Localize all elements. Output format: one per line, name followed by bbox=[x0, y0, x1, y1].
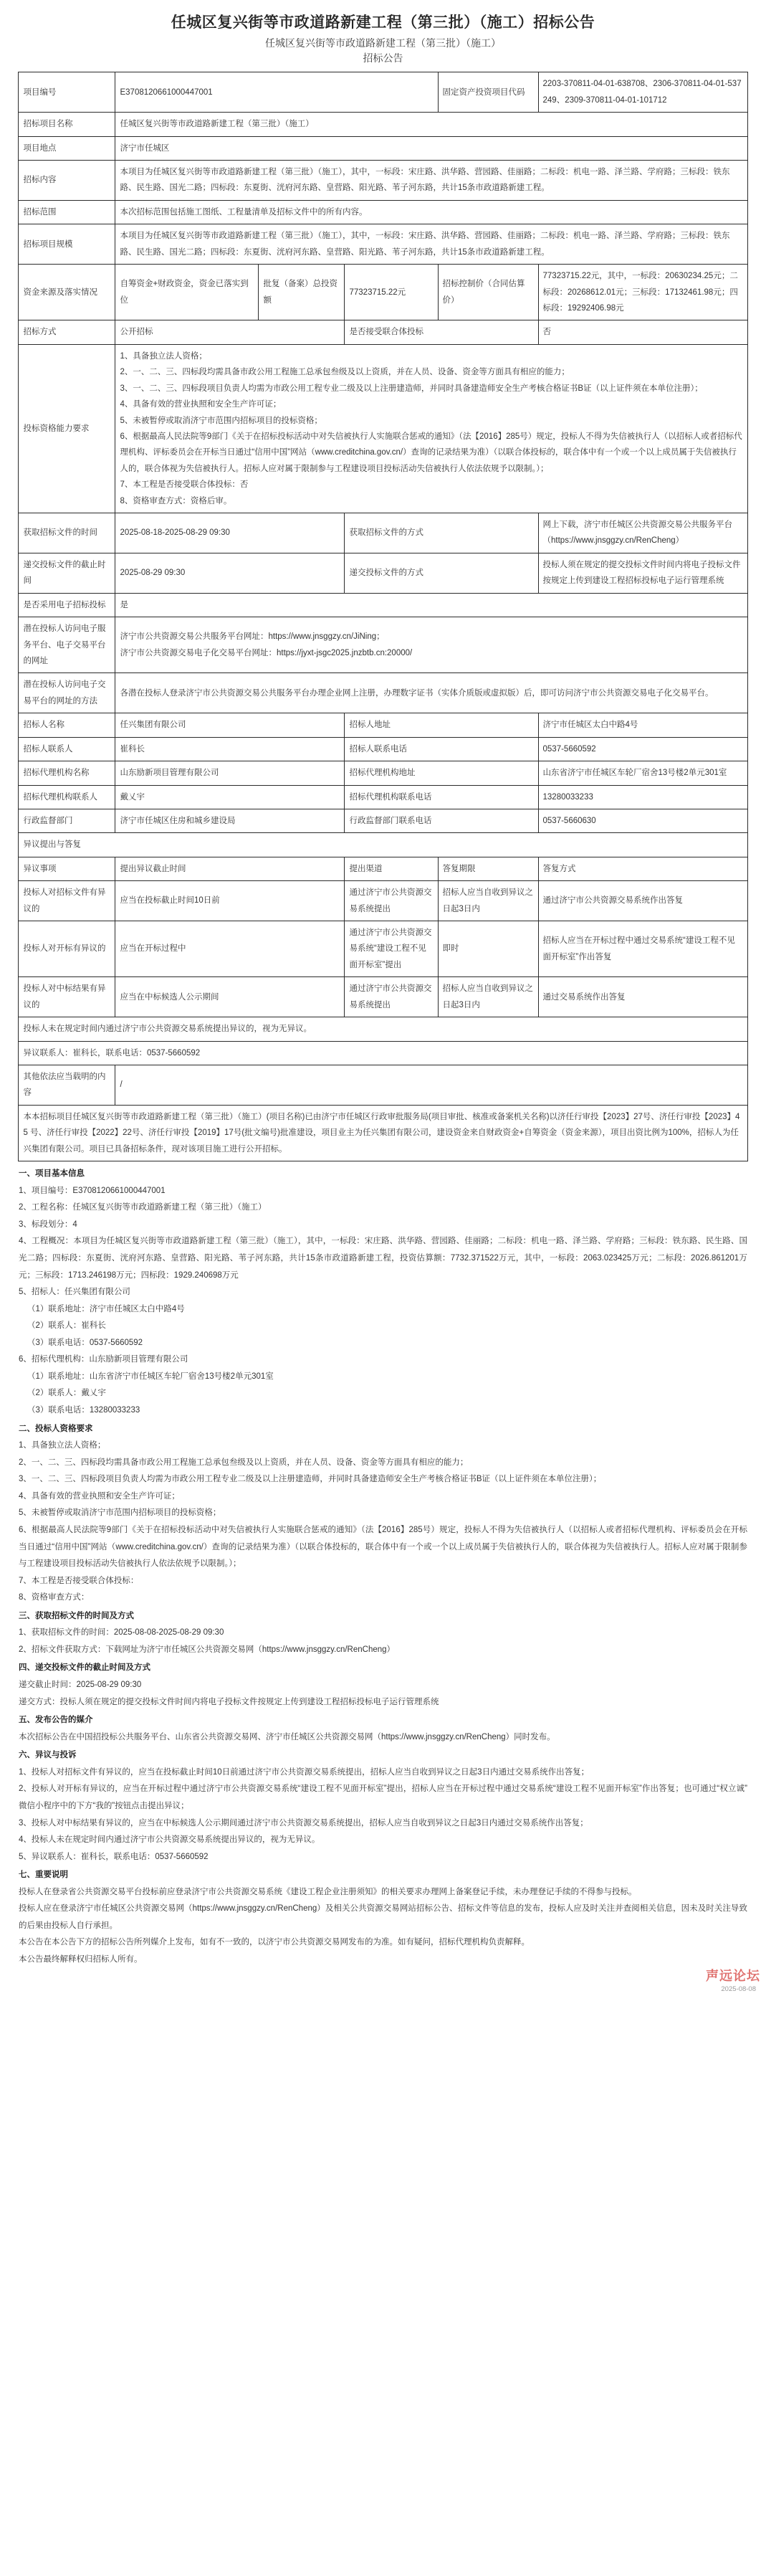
objection-reply-term: 即时 bbox=[438, 921, 538, 977]
table-row bbox=[19, 1105, 747, 1161]
approved-value: 77323715.22元 bbox=[345, 265, 438, 320]
objection-deadline: 应当在开标过程中 bbox=[115, 921, 345, 977]
agency-addr-value: 山东省济宁市任城区车轮厂宿舍13号楼2单元301室 bbox=[538, 761, 747, 785]
section-1-item: 1、项目编号：E3708120661000447001 bbox=[19, 1186, 166, 1195]
supervisor-phone-value: 0537-5660630 bbox=[538, 809, 747, 832]
agency-phone-value: 13280033233 bbox=[538, 785, 747, 809]
section-7-item: 本公告最终解释权归招标人所有。 bbox=[19, 1955, 143, 1964]
objection-col-reply-term: 答复期限 bbox=[438, 857, 538, 880]
content-value: 本项目为任城区复兴街等市政道路新建工程（第三批）（施工），其中，一标段：宋庄路、洪华路、营园路、佳丽路；二标段：机电一路、泽兰路、学府路；三标段：铁东路、民生路、国光二路；四标段：东夏街、洸府河东路、皇营路、阳光路、苇子河东路，共计15条市政道路新建工程。 bbox=[115, 161, 747, 201]
tenderer-addr-value: 济宁市任城区太白中路4号 bbox=[538, 713, 747, 737]
section-7-heading: 七、重要说明 bbox=[19, 1871, 68, 1880]
section-1-subitem: （2）联系人：崔科长 bbox=[27, 1321, 106, 1331]
qualification-item: 5、未被暂停或取消济宁市范围内招标项目的投标资格； bbox=[120, 416, 322, 425]
platform-url-values bbox=[115, 617, 747, 673]
table-row bbox=[19, 72, 747, 113]
objection-note: 投标人未在规定时间内通过济宁市公共资源交易系统提出异议的，视为无异议。 bbox=[19, 1017, 747, 1041]
other-label: 其他依法应当载明的内容 bbox=[19, 1065, 115, 1106]
section-5-item: 本次招标公告在中国招投标公共服务平台、山东省公共资源交易网、济宁市任城区公共资源交易网（https://www.jnsggzy.cn/RenCheng）同时发布。 bbox=[19, 1732, 555, 1741]
watermark-text: 声远论坛 bbox=[706, 1968, 760, 1983]
tenderer-name-value: 任兴集团有限公司 bbox=[115, 713, 345, 737]
content-label: 招标内容 bbox=[19, 161, 115, 201]
submit-way-value: 投标人须在规定的提交投标文件时间内将电子投标文件按规定上传到建设工程招标投标电子运行管理系统 bbox=[538, 553, 747, 593]
qualification-label: 投标资格能力要求 bbox=[19, 344, 115, 513]
section-2-heading: 二、投标人资格要求 bbox=[19, 1424, 93, 1433]
section-5-heading: 五、发布公告的媒介 bbox=[19, 1716, 93, 1725]
tenderer-name-label: 招标人名称 bbox=[19, 713, 115, 737]
agency-contact-value: 戴乂宇 bbox=[115, 785, 345, 809]
funding-value: 自筹资金+财政资金，资金已落实到位 bbox=[115, 265, 259, 320]
supervisor-label: 行政监督部门 bbox=[19, 809, 115, 832]
objection-reply-way: 通过济宁市公共资源交易系统作出答复 bbox=[538, 881, 747, 921]
table-row bbox=[19, 1041, 747, 1065]
objection-item: 投标人对开标有异议的 bbox=[19, 921, 115, 977]
agency-phone-label: 招标代理机构联系电话 bbox=[345, 785, 538, 809]
qualification-item: 7、本工程是否接受联合体投标：否 bbox=[120, 480, 249, 490]
platform-method-value: 各潜在投标人登录济宁市公共资源交易公共服务平台办理企业网上注册，办理数字证书（实体介质版或虚拟版）后，即可访问济宁市公共资源交易电子化交易平台。 bbox=[115, 673, 747, 713]
submit-way-label: 递交投标文件的方式 bbox=[345, 553, 538, 593]
project-name-value: 任城区复兴街等市政道路新建工程（第三批）（施工） bbox=[115, 113, 747, 136]
objection-item: 投标人对中标结果有异议的 bbox=[19, 977, 115, 1017]
site-watermark bbox=[706, 1966, 760, 1985]
qualification-item: 4、具备有效的营业执照和安全生产许可证； bbox=[120, 400, 282, 409]
table-row bbox=[19, 1017, 747, 1041]
scale-label: 招标项目规模 bbox=[19, 224, 115, 265]
announcement-body bbox=[19, 1161, 747, 1968]
table-row bbox=[19, 136, 747, 160]
table-row bbox=[19, 1065, 747, 1106]
scope-value: 本次招标范围包括施工图纸、工程量清单及招标文件中的所有内容。 bbox=[115, 200, 747, 224]
project-site-value: 济宁市任城区 bbox=[115, 136, 747, 160]
scale-value: 本项目为任城区复兴街等市政道路新建工程（第三批）（施工），其中，一标段：宋庄路、洪华路、营园路、佳丽路；二标段：机电一路、泽兰路、学府路；三标段：铁东路、民生路、国光二路；四标段：东夏街、洸府河东路、皇营路、阳光路、苇子河东路，共计15条市政道路新建工程。 bbox=[115, 224, 747, 265]
table-row bbox=[19, 713, 747, 737]
tenderer-addr-label: 招标人地址 bbox=[345, 713, 538, 737]
objection-reply-way: 通过交易系统作出答复 bbox=[538, 977, 747, 1017]
platform-url-etrade: 济宁市公共资源交易电子化交易平台网址：https://jyxt-jsgc2025.jnzbtb.cn:20000/ bbox=[120, 648, 413, 657]
get-doc-time-value: 2025-08-18-2025-08-29 09:30 bbox=[115, 513, 345, 553]
section-4-item: 递交截止时间：2025-08-29 09:30 bbox=[19, 1681, 142, 1689]
agency-contact-label: 招标代理机构联系人 bbox=[19, 785, 115, 809]
control-price-value: 77323715.22元，其中，一标段：20630234.25元；二标段：20268612.01元；三标段：17132461.98元；四标段：19292406.98元 bbox=[538, 265, 747, 320]
table-row bbox=[19, 200, 747, 224]
approved-label: 批复（备案）总投资额 bbox=[259, 265, 345, 320]
page-subtitle-secondary: 招标公告 bbox=[363, 52, 403, 65]
section-2-item: 2、一、二、三、四标段均需具备市政公用工程施工总承包叁级及以上资质，并在人员、设备、资金等方面具有相应的能力； bbox=[19, 1458, 469, 1467]
qualification-item: 3、一、二、三、四标段项目负责人均需为市政公用工程专业二级及以上注册建造师，并同时具备建造师安全生产考核合格证书B证（以上证件须在本单位注册）； bbox=[120, 384, 703, 393]
table-row bbox=[19, 265, 747, 320]
section-6-item: 5、异议联系人：崔科长，联系电话：0537-5660592 bbox=[19, 1852, 209, 1861]
section-7-item: 本公告在本公告下方的招标公告所列媒介上发布，如有不一致的，以济宁市公共资源交易网发布的为准。如有疑问，招标代理机构负责解释。 bbox=[19, 1938, 530, 1947]
etender-label: 是否采用电子招标投标 bbox=[19, 593, 115, 617]
objection-contact: 异议联系人：崔科长，联系电话：0537-5660592 bbox=[19, 1041, 747, 1065]
table-row bbox=[19, 881, 747, 921]
objection-section-row bbox=[19, 833, 747, 857]
section-1-heading: 一、项目基本信息 bbox=[19, 1169, 85, 1179]
objection-channel: 通过济宁市公共资源交易系统“建设工程不见面开标室”提出 bbox=[345, 921, 438, 977]
section-1-item: 5、招标人：任兴集团有限公司 bbox=[19, 1288, 130, 1297]
method-value: 公开招标 bbox=[115, 320, 345, 344]
qualification-item: 1、具备独立法人资格； bbox=[120, 351, 207, 361]
table-row bbox=[19, 553, 747, 593]
objection-col-channel: 提出渠道 bbox=[345, 857, 438, 880]
agency-name-value: 山东励新项目管理有限公司 bbox=[115, 761, 345, 785]
section-2-item: 8、资格审查方式： bbox=[19, 1593, 90, 1602]
objection-col-reply-way: 答复方式 bbox=[538, 857, 747, 880]
section-6-item: 4、投标人未在规定时间内通过济宁市公共资源交易系统提出异议的，视为无异议。 bbox=[19, 1835, 320, 1845]
section-2-item: 1、具备独立法人资格； bbox=[19, 1441, 106, 1450]
qualification-item: 6、根据最高人民法院等9部门《关于在招标投标活动中对失信被执行人实施联合惩戒的通知》（法【2016】285号）规定，投标人不得为失信被执行人（以招标人或者招标代理机构、评标委员会在开标当日通过“信用中国”网站（www.creditchina.gov.cn/）查询的记录结果为准）（以联合体投标的，联合体中有一个或一个以上成员属于失信被执行人的，联合体视为失信被执行人。招标人应对属于限制参与工程建设项目投标活动失信被执行人依法依规予以限制。）； bbox=[120, 432, 742, 473]
project-no-value: E3708120661000447001 bbox=[115, 72, 438, 113]
consortium-label: 是否接受联合体投标 bbox=[345, 320, 538, 344]
etender-value: 是 bbox=[115, 593, 747, 617]
page-title: 任城区复兴街等市政道路新建工程（第三批）（施工）招标公告 bbox=[171, 14, 595, 31]
section-3-heading: 三、获取招标文件的时间及方式 bbox=[19, 1611, 134, 1620]
get-doc-time-label: 获取招标文件的时间 bbox=[19, 513, 115, 553]
section-1-item: 2、工程名称：任城区复兴街等市政道路新建工程（第三批）（施工） bbox=[19, 1203, 267, 1212]
table-row bbox=[19, 224, 747, 265]
section-1-item: 6、招标代理机构：山东励新项目管理有限公司 bbox=[19, 1355, 188, 1364]
section-1-subitem: （1）联系地址：济宁市任城区太白中路4号 bbox=[27, 1304, 185, 1313]
table-row bbox=[19, 617, 747, 673]
table-row bbox=[19, 737, 747, 761]
section-1-item: 3、标段划分：4 bbox=[19, 1220, 77, 1229]
section-6-item: 1、投标人对招标文件有异议的，应当在投标截止时间10日前通过济宁市公共资源交易系统提出，招标人应当自收到异议之日起3日内通过交易系统作出答复； bbox=[19, 1767, 590, 1777]
qualification-list bbox=[115, 344, 747, 513]
section-2-item: 6、根据最高人民法院等9部门《关于在招标投标活动中对失信被执行人实施联合惩戒的通知》（法【2016】285号）规定，投标人不得为失信被执行人（以招标人或者招标代理机构、评标委员会在开标当日通过“信用中国”网站（www.creditchina.gov.cn/）查询的记录结果为准）（以联合体投标的，联合体中有一个或一个以上成员属于失信被执行人的，联合体视为失信被执行人。招标人应对属于限制参与工程建设项目投标活动失信被执行人依法依规予以限制。）； bbox=[19, 1525, 747, 1569]
section-1-subitem: （2）联系人：戴乂宇 bbox=[27, 1389, 106, 1398]
tenderer-phone-label: 招标人联系电话 bbox=[345, 737, 538, 761]
table-row bbox=[19, 761, 747, 785]
table-row bbox=[19, 785, 747, 809]
objection-reply-term: 招标人应当自收到异议之日起3日内 bbox=[438, 977, 538, 1017]
objection-col-item: 异议事项 bbox=[19, 857, 115, 880]
scope-label: 招标范围 bbox=[19, 200, 115, 224]
section-6-item: 3、投标人对中标结果有异议的，应当在中标候选人公示期间通过济宁市公共资源交易系统提出，招标人应当自收到异议之日起3日内通过交易系统作出答复； bbox=[19, 1818, 588, 1828]
section-1-item: 4、工程概况：本项目为任城区复兴街等市政道路新建工程（第三批）（施工），其中，一标段：宋庄路、洪华路、营园路、佳丽路；二标段：机电一路、泽兰路、学府路；三标段：铁东路、民生路、国光二路；四标段：东夏街、洸府河东路、皇营路、阳光路、苇子河东路，共计15条市政道路新建工程，投资估算额：7732.371522万元，其中，一标段：2063.023425万元；二标段：2026.861201万元；三标段：1713.246198万元；四标段：1929.240698万元 bbox=[19, 1237, 747, 1280]
section-7-item: 投标人在登录省公共资源交易平台投标前应登录济宁市公共资源交易系统《建设工程企业注册须知》的相关要求办理网上备案登记手续，未办理登记手续的不得参与投标。 bbox=[19, 1887, 637, 1896]
objection-reply-way: 招标人应当在开标过程中通过交易系统“建设工程不见面开标室”作出答复 bbox=[538, 921, 747, 977]
qualification-item: 8、资格审查方式：资格后审。 bbox=[120, 496, 232, 505]
section-2-item: 3、一、二、三、四标段项目负责人均需为市政公用工程专业二级及以上注册建造师，并同时具备建造师安全生产考核合格证书B证（以上证件须在本单位注册）； bbox=[19, 1475, 602, 1484]
platform-method-label: 潜在投标人访问电子交易平台的网址的方法 bbox=[19, 673, 115, 713]
table-row bbox=[19, 161, 747, 201]
agency-addr-label: 招标代理机构地址 bbox=[345, 761, 538, 785]
section-2-item: 5、未被暂停或取消济宁市范围内招标项目的投标资格； bbox=[19, 1508, 221, 1518]
table-row bbox=[19, 113, 747, 136]
section-4-item: 递交方式：投标人须在规定的提交投标文件时间内将电子投标文件按规定上传到建设工程招标投标电子运行管理系统 bbox=[19, 1697, 439, 1706]
submit-deadline-value: 2025-08-29 09:30 bbox=[115, 553, 345, 593]
table-row bbox=[19, 809, 747, 832]
page-subtitle: 任城区复兴街等市政道路新建工程（第三批）（施工） bbox=[265, 37, 501, 49]
table-row bbox=[19, 513, 747, 553]
tenderer-contact-label: 招标人联系人 bbox=[19, 737, 115, 761]
table-row bbox=[19, 977, 747, 1017]
fixed-asset-label: 固定资产投资项目代码 bbox=[438, 72, 538, 113]
fixed-asset-value: 2203-370811-04-01-638708、2306-370811-04-01-537249、2309-370811-04-01-101712 bbox=[538, 72, 747, 113]
section-2-item: 7、本工程是否接受联合体投标： bbox=[19, 1576, 139, 1585]
table-row bbox=[19, 344, 747, 513]
control-price-label: 招标控制价（合同估算价） bbox=[438, 265, 538, 320]
tenderer-contact-value: 崔科长 bbox=[115, 737, 345, 761]
date-stamp: 2025-08-08 bbox=[721, 1985, 756, 1993]
supervisor-phone-label: 行政监督部门联系电话 bbox=[345, 809, 538, 832]
project-name-label: 招标项目名称 bbox=[19, 113, 115, 136]
get-doc-way-label: 获取招标文件的方式 bbox=[345, 513, 538, 553]
table-row bbox=[19, 921, 747, 977]
method-label: 招标方式 bbox=[19, 320, 115, 344]
objection-col-deadline: 提出异议截止时间 bbox=[115, 857, 345, 880]
table-row bbox=[19, 673, 747, 713]
objection-header-row bbox=[19, 857, 747, 880]
section-3-item: 1、获取招标文件的时间：2025-08-08-2025-08-29 09:30 bbox=[19, 1628, 224, 1638]
section-1-subitem: （3）联系电话：13280033233 bbox=[27, 1406, 140, 1415]
section-3-item: 2、招标文件获取方式：下载网址为济宁市任城区公共资源交易网（https://www.jnsggzy.cn/RenCheng） bbox=[19, 1645, 396, 1654]
supervisor-value: 济宁市任城区住房和城乡建设局 bbox=[115, 809, 345, 832]
table-row bbox=[19, 320, 747, 344]
project-site-label: 项目地点 bbox=[19, 136, 115, 160]
table-row bbox=[19, 593, 747, 617]
platform-url-label: 潜在投标人访问电子服务平台、电子交易平台的网址 bbox=[19, 617, 115, 673]
consortium-value: 否 bbox=[538, 320, 747, 344]
funding-label: 资金来源及落实情况 bbox=[19, 265, 115, 320]
objection-item: 投标人对招标文件有异议的 bbox=[19, 881, 115, 921]
section-7-item: 投标人应在登录济宁市任城区公共资源交易网（https://www.jnsggzy.cn/RenCheng）及相关公共资源交易网站招标公告、招标文件等信息的发布，投标人应及时关注并查阅相关信息，因未及时关注导致的后果由投标人自行承担。 bbox=[19, 1904, 747, 1930]
section-2-item: 4、具备有效的营业执照和安全生产许可证； bbox=[19, 1491, 180, 1501]
tender-info-table bbox=[18, 72, 747, 1161]
objection-channel: 通过济宁市公共资源交易系统提出 bbox=[345, 881, 438, 921]
project-no-label: 项目编号 bbox=[19, 72, 115, 113]
section-4-heading: 四、递交投标文件的截止时间及方式 bbox=[19, 1663, 150, 1673]
section-1-subitem: （3）联系电话：0537-5660592 bbox=[27, 1338, 143, 1347]
objection-reply-term: 招标人应当自收到异议之日起3日内 bbox=[438, 881, 538, 921]
other-value: / bbox=[115, 1065, 747, 1106]
objection-deadline: 应当在投标截止时间10日前 bbox=[115, 881, 345, 921]
get-doc-way-value: 网上下载，济宁市任城区公共资源交易公共服务平台（https://www.jnsggzy.cn/RenCheng） bbox=[538, 513, 747, 553]
submit-deadline-label: 递交投标文件的截止时间 bbox=[19, 553, 115, 593]
section-6-item: 2、投标人对开标有异议的，应当在开标过程中通过济宁市公共资源交易系统“建设工程不见面开标室”提出，招标人应当在开标过程中通过交易系统“建设工程不见面开标室”作出答复；也可通过“权立诚”微信小程序中的下方“我的”按钮点击提出异议； bbox=[19, 1784, 747, 1810]
section-6-heading: 六、异议与投诉 bbox=[19, 1751, 77, 1760]
summary-paragraph: 本本招标项目任城区复兴街等市政道路新建工程（第三批）（施工）(项目名称)已由济宁市任城区行政审批服务局(项目审批、核准或备案机关名称)以济任行审投【2023】27号、济任行审投【2023】45 号、济任行审投【2022】22号、济任行审投【2019】17号(批文编号)批准建设，项目业主为任兴集团有限公司，建设资金来自财政资金+自筹资金（资金来源），项目出资比例为100%，招标人为任兴集团有限公司。项目已具备招标条件，现对该项目施工进行公开招标。 bbox=[19, 1105, 747, 1161]
platform-url-public: 济宁市公共资源交易公共服务平台网址：https://www.jnsggzy.cn/JiNing； bbox=[120, 632, 385, 642]
objection-deadline: 应当在中标候选人公示期间 bbox=[115, 977, 345, 1017]
objection-channel: 通过济宁市公共资源交易系统提出 bbox=[345, 977, 438, 1017]
section-1-subitem: （1）联系地址：山东省济宁市任城区车轮厂宿舍13号楼2单元301室 bbox=[27, 1372, 274, 1381]
tenderer-phone-value: 0537-5660592 bbox=[538, 737, 747, 761]
qualification-item: 2、一、二、三、四标段均需具备市政公用工程施工总承包叁级及以上资质，并在人员、设备、资金等方面具有相应的能力； bbox=[120, 368, 570, 377]
agency-name-label: 招标代理机构名称 bbox=[19, 761, 115, 785]
objection-section-title: 异议提出与答复 bbox=[19, 833, 747, 857]
